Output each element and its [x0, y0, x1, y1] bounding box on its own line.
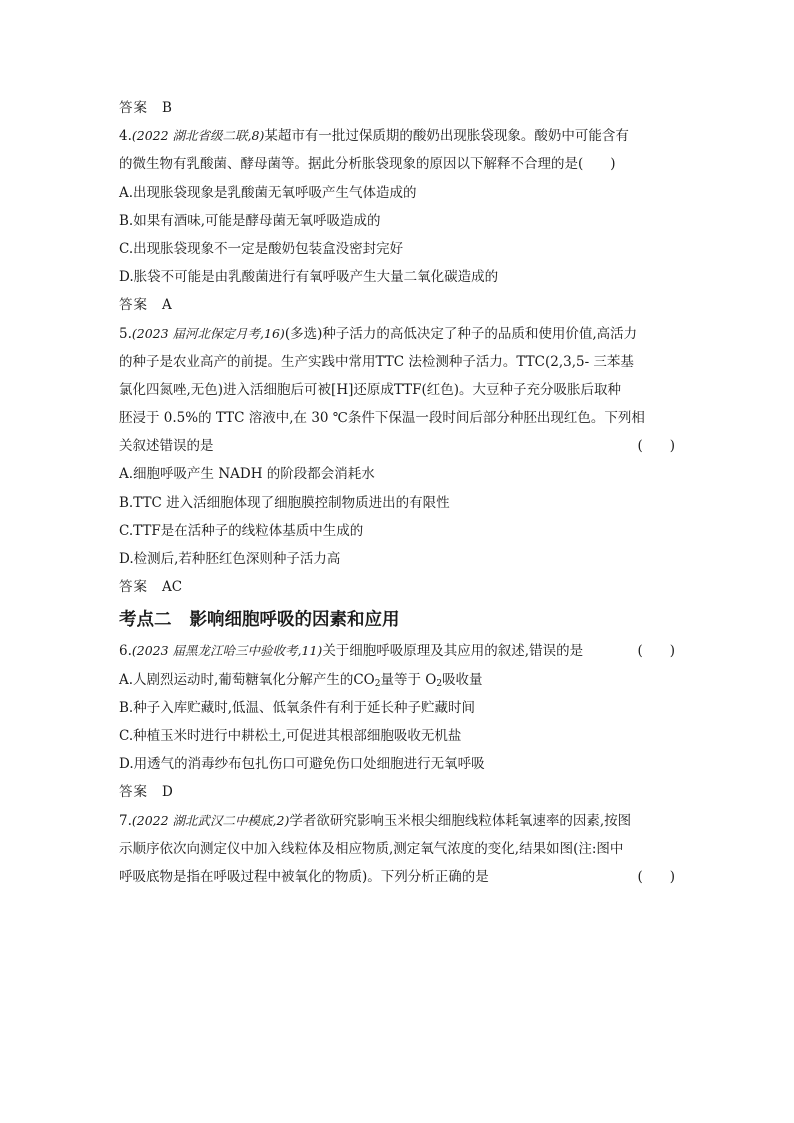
option-d: D.胀袋不可能是由乳酸菌进行有氧呼吸产生大量二氧化碳造成的 — [119, 269, 499, 286]
answer-line-q5 — [119, 573, 675, 601]
question-7-stem-line-3: 呼吸底物是指在呼吸过程中被氧化的物质)。下列分析正确的是 ( ) — [119, 863, 675, 891]
answer-line-q6 — [119, 778, 675, 806]
question-content — [119, 94, 675, 891]
option-b: B.种子入库贮藏时,低温、低氧条件有利于延长种子贮藏时间 — [119, 699, 476, 716]
question-source: (2023 届河北保定月考,16) — [131, 325, 285, 341]
option-b: B.如果有酒味,可能是酵母菌无氧呼吸造成的 — [119, 212, 381, 229]
question-number: 5. — [119, 325, 132, 342]
option-c: C.出现胀袋现象不一定是酸奶包装盒没密封完好 — [119, 240, 404, 257]
question-5-stem-line-5: 关叙述错误的是 ( ) — [119, 432, 675, 460]
question-4-stem-line-1: 4.(2022 湖北省级二联,8)某超市有一批过保质期的酸奶出现胀袋现象。酸奶中可能含有 — [119, 128, 629, 145]
option-c: C.TTF是在活种子的线粒体基质中生成的 — [119, 522, 364, 539]
answer-value: B — [162, 100, 172, 116]
answer-bracket: ( ) — [637, 438, 675, 455]
question-6-stem: 6.(2023 届黑龙江哈三中验收考,11)关于细胞呼吸原理及其应用的叙述,错误的是 ( ) — [119, 637, 675, 665]
option-a: A.细胞呼吸产生 NADH 的阶段都会消耗水 — [119, 466, 375, 483]
question-number: 4. — [119, 128, 132, 145]
question-number: 6. — [119, 643, 132, 660]
section-heading — [119, 603, 675, 637]
answer-value: D — [162, 784, 173, 801]
option-a: A.出现胀袋现象是乳酸菌无氧呼吸产生气体造成的 — [119, 184, 417, 201]
option-b: B.TTC 进入活细胞体现了细胞膜控制物质进出的有限性 — [119, 494, 450, 511]
question-7-stem-line-2: 示顺序依次向测定仪中加入线粒体及相应物质,测定氧气浓度的变化,结果如图(注:图中 — [119, 840, 624, 857]
question-7-stem-line-1: 7.(2022 湖北武汉二中模底,2)学者欲研究影响玉米根尖细胞线粒体耗氧速率的因素,按图 — [119, 812, 632, 829]
question-5-stem-line-2: 的种子是农业高产的前提。生产实践中常用TTC 法检测种子活力。TTC(2,3,5- 三苯基 — [119, 353, 634, 370]
answer-label: 答案 — [119, 579, 148, 596]
answer-label: 答案 — [119, 100, 148, 116]
answer-label: 答案 — [119, 784, 148, 801]
section-title: 影响细胞呼吸的因素和应用 — [189, 610, 400, 631]
question-4-stem-line-2: 的微生物有乳酸菌、酵母菌等。据此分析胀袋现象的原因以下解释不合理的是( ) — [119, 156, 616, 173]
question-5-stem-line-1: 5.(2023 届河北保定月考,16)(多选)种子活力的高低决定了种子的品质和使用价值,高活力 — [119, 325, 638, 342]
answer-value: AC — [162, 579, 183, 596]
question-source: (2022 湖北武汉二中模底,2) — [131, 812, 290, 828]
option-c: C.种植玉米时进行中耕松土,可促进其根部细胞吸收无机盐 — [119, 727, 462, 744]
answer-value: A — [162, 297, 172, 314]
option-a: A.人剧烈运动时,葡萄糖氧化分解产生的$CO_2$量等于 $O_2$吸收量 — [119, 671, 483, 689]
answer-label: 答案 — [119, 297, 148, 314]
answer-bracket: ( ) — [637, 868, 675, 885]
question-5-stem-line-4: 胚浸于 0.5%的 TTC 溶液中,在 30 ℃条件下保温一段时间后部分种胚出现红色。下列相 — [119, 410, 645, 427]
answer-bracket: ( ) — [637, 643, 675, 660]
option-d: D.用透气的消毒纱布包扎伤口可避免伤口处细胞进行无氧呼吸 — [119, 756, 485, 773]
question-number: 7. — [119, 812, 132, 829]
answer-line-q3 — [119, 94, 675, 122]
section-number: 考点二 — [119, 610, 172, 631]
question-5-stem-line-3: 氯化四氮唑,无色)进入活细胞后可被[H]还原成TTF(红色)。大豆种子充分吸胀后取种 — [119, 381, 622, 398]
answer-line-q4 — [119, 291, 675, 319]
option-d: D.检测后,若种胚红色深则种子活力高 — [119, 551, 341, 567]
question-source: (2022 湖北省级二联,8) — [131, 128, 265, 144]
question-source: (2023 届黑龙江哈三中验收考,11) — [131, 643, 323, 659]
